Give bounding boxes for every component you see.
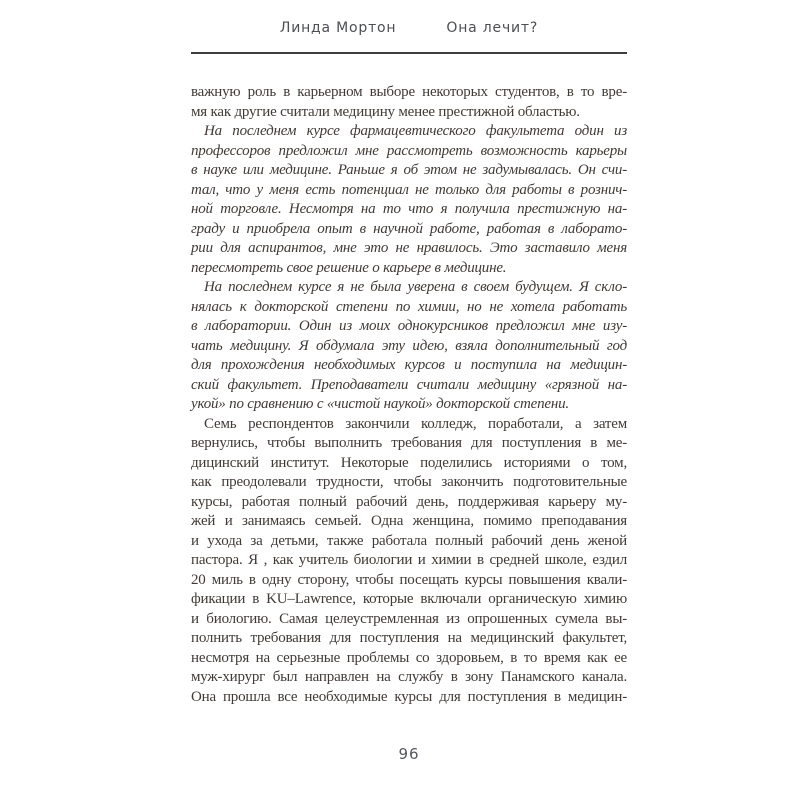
text-line: в лаборатории. Один из моих однокурсников предложил мне изу-	[191, 318, 627, 334]
text-line: нялась к докторской степени по химии, но не хотела работать	[191, 298, 627, 315]
text-line: 20 миль в одну сторону, чтобы посещать курсы повышения квали-	[191, 571, 627, 588]
text-line: пастора. Я , как учитель биологии и химии в средней школе, ездил	[191, 552, 627, 568]
text-line: полнить требования для поступления на медицинский факультет,	[191, 630, 627, 646]
text-line: укой» по сравнению с «чистой наукой» докторской степени.	[191, 396, 569, 412]
text-line: для прохождения необходимых курсов и поступила на медицин-	[191, 357, 627, 373]
text-line: фикации в KU–Lawrence, которые включали органическую химию	[191, 591, 627, 607]
text-line: пересмотреть свое решение о карьере в медицине.	[191, 259, 507, 276]
running-header	[191, 20, 627, 36]
text-line: ной торговле. Несмотря на то что я получила престижную на-	[191, 201, 627, 217]
text-line: мя как другие считали медицину менее престижной областью.	[191, 103, 580, 120]
header-book-title: Она лечит?	[446, 20, 539, 36]
text-line: муж-хирург был направлен на службу в зону Панамского канала.	[191, 669, 627, 685]
text-line: тал, что у меня есть потенциал не только для работы в рознич-	[191, 181, 627, 198]
text-line: Семь респондентов закончили колледж, поработали, а затем	[204, 415, 627, 432]
text-line: и биологию. Самая целеустремленная из опрошенных сумела вы-	[191, 610, 627, 627]
text-line: ский факультет. Преподаватели считали медицину «грязной на-	[191, 376, 627, 393]
text-line: и ухода за детьми, также работала полный рабочий день женой	[191, 532, 627, 549]
text-line: вернулись, чтобы выполнить требования для поступления в ме-	[191, 435, 627, 451]
text-line: жей и занимаясь семьей. Одна женщина, помимо преподавания	[191, 513, 627, 529]
text-line: несмотря на серьезные проблемы со здоровьем, в то время как ее	[191, 649, 627, 666]
text-line: граду и приобрела опыт в научной работе, работая в лаборато-	[191, 220, 627, 237]
page-body-text	[191, 83, 627, 707]
page-number: 96	[398, 745, 420, 763]
text-line: важную роль в карьерном выборе некоторых студентов, в то вре-	[191, 84, 627, 100]
text-line: дицинский институт. Некоторые поделились историями о том,	[191, 454, 627, 471]
text-line: Она прошла все необходимые курсы для поступления в медицин-	[191, 688, 627, 705]
text-line: как преодолевали трудности, чтобы закончить подготовительные	[191, 474, 627, 490]
header-rule	[191, 52, 627, 54]
header-author: Линда Мортон	[279, 20, 397, 36]
text-line: профессоров предложил мне рассмотреть возможность карьеры	[191, 142, 627, 159]
text-line: в науке или медицине. Раньше я об этом не задумывалась. Он счи-	[191, 162, 627, 178]
text-line: На последнем курсе фармацевтического факультета один из	[204, 123, 627, 139]
text-line: На последнем курсе я не была уверена в своем будущем. Я скло-	[204, 279, 627, 295]
text-line: чать медицину. Я обдумала эту идею, взяла дополнительный год	[191, 337, 627, 354]
text-line: рии для аспирантов, мне это не нравилось. Это заставило меня	[191, 240, 627, 256]
text-line: курсы, работая полный рабочий день, поддерживая карьеру му-	[191, 493, 627, 510]
